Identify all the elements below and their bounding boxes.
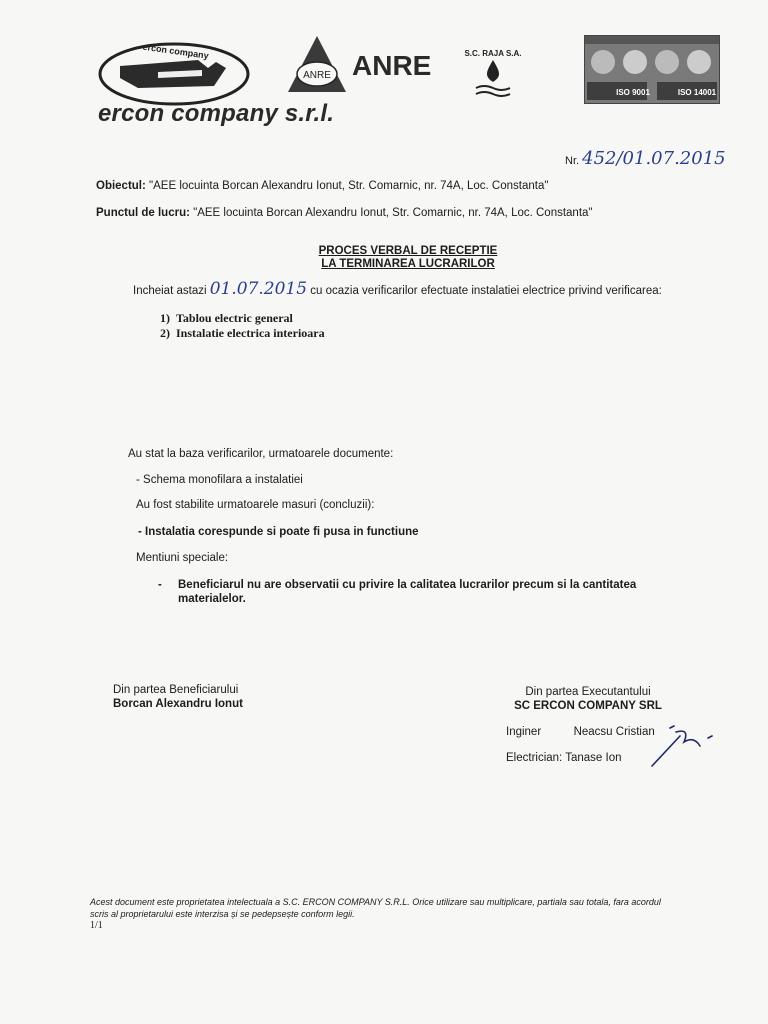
nr-label: Nr. <box>565 155 580 167</box>
title-line-2: LA TERMINAREA LUCRARILOR <box>321 258 495 270</box>
cert-label-2: ISO 14001 <box>677 88 717 97</box>
beneficiar-label: Din partea Beneficiarului <box>113 684 239 696</box>
anre-badge-text: ANRE <box>303 70 331 81</box>
schema-text: - Schema monofilara a instalatiei <box>136 474 303 486</box>
punctul-line <box>96 206 593 220</box>
executant-block <box>508 685 668 713</box>
mentiune-line-2: materialelor. <box>178 593 246 605</box>
incheiat-suffix: cu ocazia verificarilor efectuate instalatiei electrice privind verificarea: <box>310 285 662 297</box>
title-line-1: PROCES VERBAL DE RECEPTIE <box>318 245 498 257</box>
stabilite-text: Au fost stabilite urmatoarele masuri (concluzii): <box>136 499 375 511</box>
electrician-line <box>506 751 622 765</box>
signature <box>650 722 720 770</box>
executant-company: SC ERCON COMPANY SRL <box>514 700 662 712</box>
mentiune-text <box>178 578 718 606</box>
baza-text: Au stat la baza verificarilor, urmatoarele documente: <box>128 448 394 460</box>
beneficiar-block <box>113 683 243 711</box>
mentiuni-label: Mentiuni speciale: <box>136 552 229 564</box>
document-number <box>565 148 726 169</box>
punctul-text: "AEE locuinta Borcan Alexandru Ionut, Str. Comarnic, nr. 74A, Loc. Constanta" <box>189 207 593 219</box>
certification-badges <box>584 35 720 104</box>
executant-label: Din partea Executantului <box>525 686 651 698</box>
anre-logo <box>286 34 348 96</box>
obiectul-text: "AEE locuinta Borcan Alexandru Ionut, Str. Comarnic, nr. 74A, Loc. Constanta" <box>145 180 549 192</box>
inginer-label: Inginer <box>506 726 542 738</box>
incheiat-date: 01.07.2015 <box>209 279 308 299</box>
item-number: 1) <box>160 311 170 325</box>
ercon-logo-text: ercon company <box>142 41 210 61</box>
item-text: Instalatie electrica interioara <box>176 326 325 340</box>
punctul-label: Punctul de lucru: <box>96 207 190 219</box>
cert-label-1: ISO 9001 <box>616 88 650 97</box>
footer-line-2: scris al proprietarului este interzisa și se pedepsește conform legii. <box>90 909 355 919</box>
beneficiar-name: Borcan Alexandru Ionut <box>113 698 243 710</box>
page-number: 1/1 <box>90 920 103 931</box>
item-number: 2) <box>160 326 170 340</box>
obiectul-label: Obiectul: <box>96 180 146 192</box>
company-name: ercon company s.r.l. <box>98 100 335 127</box>
document-title <box>258 245 558 271</box>
mentiune-line-1: Beneficiarul nu are observatii cu privire la calitatea lucrarilor precum si la cantitatea <box>178 579 637 591</box>
electrician-name: Tanase Ion <box>565 752 622 764</box>
anre-label: ANRE <box>352 50 432 81</box>
concluzie-text: - Instalatia corespunde si poate fi pusa in functiune <box>138 526 419 538</box>
footer-line-1: Acest document este proprietatea intelectuala a S.C. ERCON COMPANY S.R.L. Orice utilizare sau multiplicare, partiala sau totala, fara acordul <box>90 897 661 907</box>
list-item <box>160 311 293 326</box>
obiectul-line <box>96 179 548 193</box>
electrician-label: Electrician: <box>506 752 563 764</box>
inginer-line <box>506 725 655 739</box>
raja-text: S.C. RAJA S.A. <box>464 49 522 58</box>
item-text: Tablou electric general <box>176 311 293 325</box>
list-item <box>160 326 325 341</box>
incheiat-prefix: Incheiat astazi <box>133 285 207 297</box>
raja-logo <box>456 42 530 102</box>
nr-value: 452/01.07.2015 <box>582 148 726 169</box>
footer-disclaimer <box>90 896 720 932</box>
inginer-name: Neacsu Cristian <box>573 726 655 738</box>
incheiat-line <box>133 279 662 299</box>
mentiune-dash: - <box>158 579 162 591</box>
